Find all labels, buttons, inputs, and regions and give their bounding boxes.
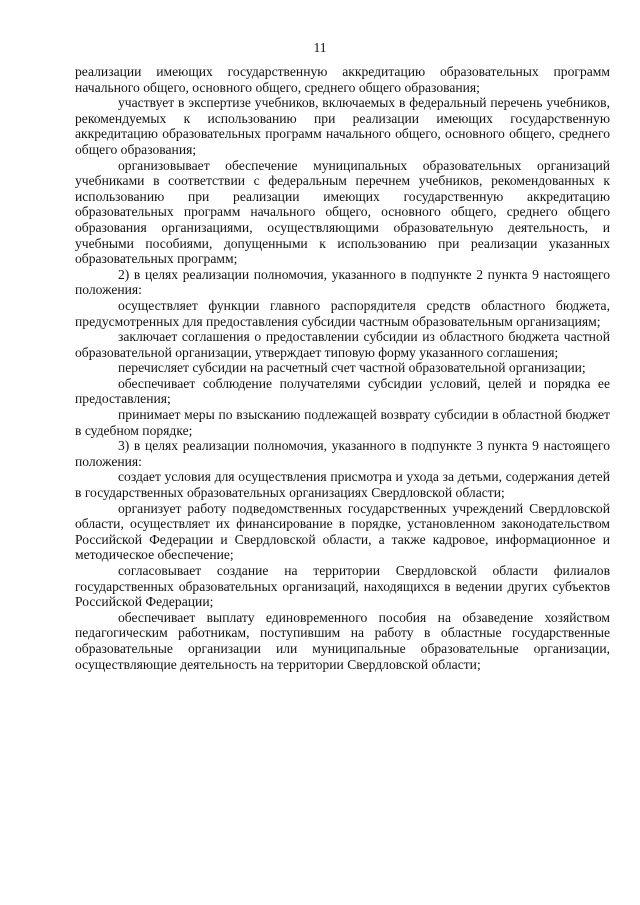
paragraph-continuation: реализации имеющих государственную аккредитацию образовательных программ начального общего, основного общего, среднего общего образования; <box>75 64 610 95</box>
paragraph: осуществляет функции главного распорядителя средств областного бюджета, предусмотренных для предоставления субсидии частным образовательным организациям; <box>75 297 610 329</box>
paragraph: принимает меры по взысканию подлежащей возврату субсидии в областной бюджет в судебном порядке; <box>75 407 610 438</box>
paragraph: обеспечивает соблюдение получателями субсидии условий, целей и порядка ее предоставления; <box>75 375 610 407</box>
paragraph: перечисляет субсидии на расчетный счет частной образовательной организации; <box>118 360 586 376</box>
page-number: 11 <box>313 40 327 55</box>
paragraph: организовывает обеспечение муниципальных образовательных организаций учебниками в соответствии с федеральным перечнем учебников, рекомендованных к использованию при реализации имеющих государственную аккредитацию образовательных программ начального общего, основного общего, среднего общего образования организациями, осуществляющими образовательную деятельность, и учебными пособиями, допущенными к использованию при реализации указанных образовательных программ; <box>75 157 610 267</box>
paragraph: 2) в целях реализации полномочия, указанного в подпункте 2 пункта 9 настоящего положения: <box>75 266 610 298</box>
paragraph: участвует в экспертизе учебников, включаемых в федеральный перечень учебников, рекомендуемых к использованию при реализации имеющих государственную аккредитацию образовательных программ начального общего, основного общего, среднего общего образования; <box>75 95 610 157</box>
paragraph: создает условия для осуществления присмотра и ухода за детьми, содержания детей в государственных образовательных организациях Свердловской области; <box>75 469 610 501</box>
paragraph: организует работу подведомственных государственных учреждений Свердловской области, осуществляет их финансирование в порядке, установленном законодательством Российской Федерации и Свердловской области, а также кадровое, информационное и методическое обеспечение; <box>75 500 610 563</box>
paragraph: заключает соглашения о предоставлении субсидии из областного бюджета частной образовательной организации, утверждает типовую форму указанного соглашения; <box>75 329 610 360</box>
paragraph: согласовывает создание на территории Свердловской области филиалов государственных образовательных организаций, находящихся в ведении других субъектов Российской Федерации; <box>75 563 610 610</box>
document-body <box>75 64 610 672</box>
paragraph: 3) в целях реализации полномочия, указанного в подпункте 3 пункта 9 настоящего положения: <box>75 438 610 469</box>
paragraph: обеспечивает выплату единовременного пособия на обзаведение хозяйством педагогическим работникам, поступившим на работу в областные государственные образовательные организации или муниципальные образовательные организации, осуществляющие деятельность на территории Свердловской области; <box>75 609 610 672</box>
